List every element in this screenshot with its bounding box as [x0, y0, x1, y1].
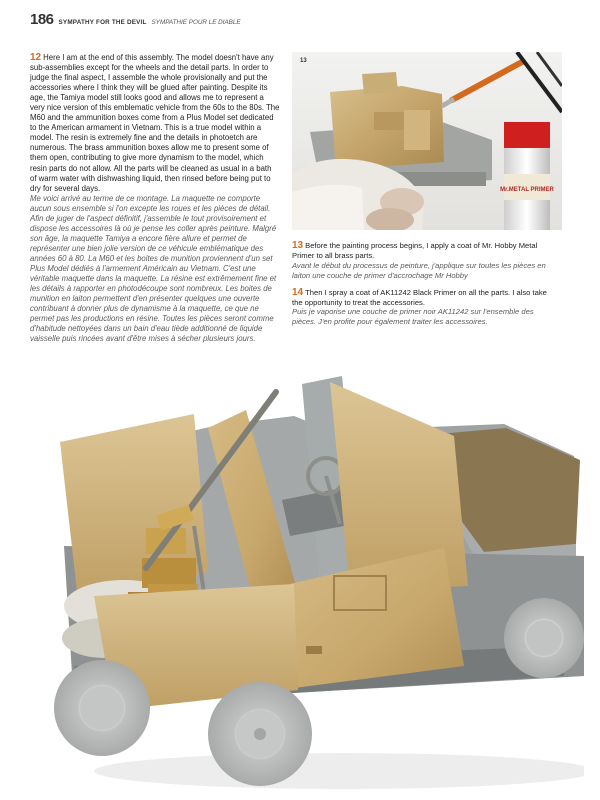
steps-13-14-text [292, 241, 554, 334]
step-12-text [30, 53, 280, 344]
running-subtitle: SYMPATHIE POUR LE DIABLE [151, 19, 241, 26]
photo-step-label: 13 [300, 58, 307, 64]
step-12-french: Me voici arrivé au terme de ce montage. La maquette ne comporte aucun sous ensemble si l'on excepte les roues et les pièces de détail. Afin de juger de l'aspect définitif, j'assemble le tout provisoirement et dispose les accessoires là où je pense les coller après peinture. Malgré son âge, la maquette Tamiya a encore fière allure et permet de représenter une bien jolie version de ce véhicule emblématique des années 60 à 80. La M60 et les boites de munition proviennent d'un set Plus Model dédiés à l'armement Américain au Vietnam. C'est une véritable maquette dans la maquette. La résine est extrêmement fine et les détails à rapporter en photodécoupe sont nombreux. Les boites de munition en laiton permettent d'en présenter quelques une ouverte contribuant à donner plus de dynamisme à la maquette, ce que ne permet pas les productions en résine. Toutes les pièces seront comme d'habitude nettoyées dans un bain d'eau tiède additionné de liquide vaisselle puis rincées avant d'être mises à sécher plusieurs jours. [30, 193, 277, 344]
running-title: SYMPATHY FOR THE DEVIL [58, 19, 147, 26]
step-12-english: 12 Here I am at the end of this assembly. The model doesn't have any sub-assemblies except for the wheels and the detail parts. In order to judge the final aspect, I assemble the whole provisionally and put the accessories where I think they will be glued after painting. Despite its age, the Tamiya model still looks good and allows me to represent a very nice version of this emblematic vehicle from the 60s to the 80s. The M60 and the ammunition boxes come from a Plus Model set dedicated to the American armament in Vietnam. This is a true model within a model. The resin is extremely fine and the details in photoetch are numerous. The brass ammunition boxes allow me to present some of them open, contributing to give more dynamism to the model, which resin parts do not allow. All the parts will be cleaned as usual in a bath of warm water with dishwashing liquid, then rinsed before being put to dry for several days. [30, 52, 280, 193]
step-13-french: Avant le début du processus de peinture, j'applique sur toutes les pièces en laiton une couche de primer d'accrochage Mr Hobby [292, 260, 546, 280]
step-13-block [292, 241, 554, 281]
photo-assembled-model [44, 376, 584, 794]
step-14-number: 14 [292, 286, 304, 298]
page-number: 186 [30, 11, 54, 28]
step-12-number: 12 [30, 52, 42, 63]
step-14-block [292, 288, 554, 328]
step-14-english: 14 Then I spray a coat of AK11242 Black Primer on all the parts. I also take the opportunity to treat the accessories. [292, 286, 547, 307]
step-14-french: Puis je vaporise une couche de primer noir AK11242 sur l'ensemble des pièces. J'en profite pour également traiter les accessoires. [292, 307, 534, 327]
step-13-number: 13 [292, 240, 304, 251]
bottle-label: Mr.METAL PRIMER [500, 187, 554, 193]
photo-primer-application [292, 52, 562, 230]
step-13-english: 13 Before the painting process begins, I apply a coat of Mr. Hobby Metal Primer to all brass parts. [292, 240, 538, 260]
page-header [30, 11, 241, 31]
